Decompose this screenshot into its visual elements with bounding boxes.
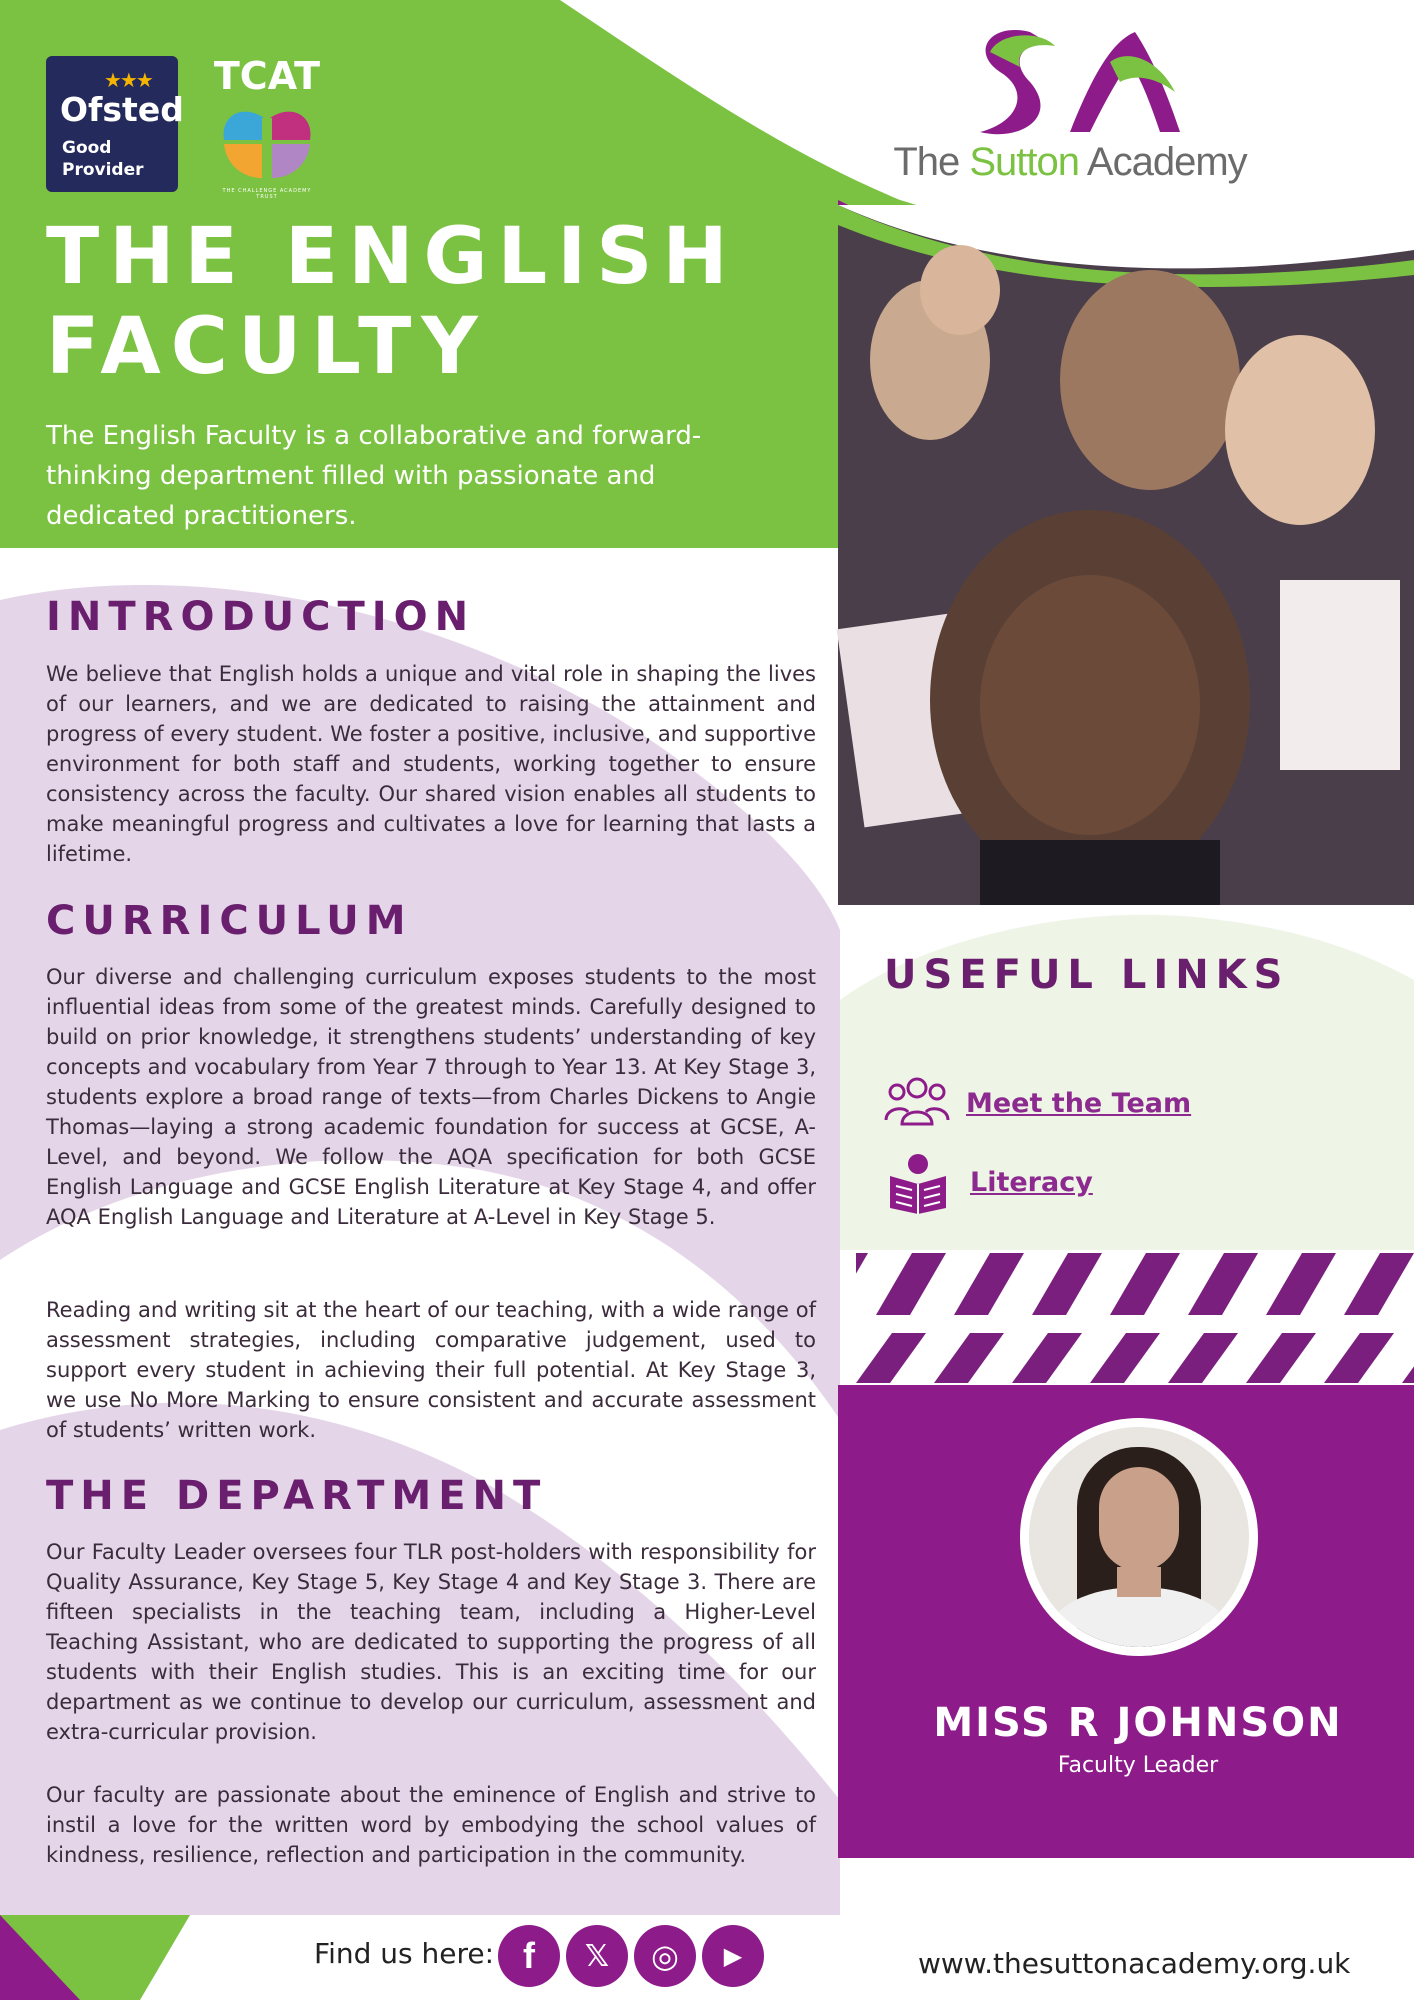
clapper-stripe	[1266, 1253, 1336, 1315]
clapper-stripe	[1090, 1333, 1160, 1383]
book-reader-icon	[886, 1150, 950, 1214]
clapper-stripe	[934, 1333, 1004, 1383]
youtube-glyph: ▶	[723, 1942, 743, 1970]
school-logo	[880, 22, 1260, 192]
school-name	[880, 140, 1260, 185]
website-link[interactable]: www.thesuttonacademy.org.uk	[918, 1947, 1351, 1980]
x-icon[interactable]	[566, 1925, 628, 1987]
meet-the-team-link[interactable]: Meet the Team	[966, 1087, 1192, 1119]
school-name-suffix: Academy	[1079, 140, 1247, 184]
page-title	[46, 212, 806, 392]
curriculum-heading: CURRICULUM	[46, 898, 413, 944]
clapper-stripe	[1012, 1333, 1082, 1383]
clapper-stripe	[1344, 1253, 1414, 1315]
clapper-stripe-pattern	[856, 1253, 1414, 1386]
clapper-stripe	[1402, 1333, 1414, 1383]
clapper-stripe	[876, 1253, 946, 1315]
clapper-stripe	[1246, 1333, 1316, 1383]
social-links	[498, 1925, 764, 1987]
department-text-2: Our faculty are passionate about the eminence of English and strive to instil a love for the written word by embodying the school values of kindness, resilience, reflection and participation in the community.	[46, 1783, 816, 1867]
link-meet-the-team[interactable]	[884, 1074, 1191, 1132]
ofsted-line2: Provider	[62, 160, 144, 180]
page-title-line2: FACULTY	[46, 302, 488, 392]
ofsted-badge	[46, 56, 184, 192]
useful-links-heading: USEFUL LINKS	[884, 952, 1290, 998]
leader-role: Faculty Leader	[1057, 1753, 1219, 1778]
department-text-1: Our Faculty Leader oversees four TLR post-holders with responsibility for Quality Assurance, Key Stage 5, Key Stage 4 and Key Stage 3. There are fifteen specialists in the teaching team, including a Higher-Level Teaching Assistant, who are dedicated to supporting the progress of all students with their English studies. This is an exciting time for our department as we continue to develop our curriculum, assessment and extra-curricular provision.	[46, 1540, 816, 1744]
school-name-sutton: Sutton	[969, 140, 1080, 184]
curriculum-text-1: Our diverse and challenging curriculum exposes students to the most influential ideas from some of the greatest minds. Carefully designed to build on prior knowledge, it strengthens students’ understanding of key concepts and vocabulary from Year 7 through to Year 13. At Key Stage 3, students explore a broad range of texts—from Charles Dickens to Angie Thomas—laying a strong academic foundation for success at GCSE, A-Level, and beyond. We follow the AQA specification for both GCSE English Language and GCSE English Literature at Key Stage 4, and offer AQA English Language and Literature at A-Level in Key Stage 5.	[46, 965, 816, 1229]
clapper-stripe	[1188, 1253, 1258, 1315]
literacy-link[interactable]: Literacy	[970, 1166, 1093, 1198]
ofsted-stars-icon: ★★★	[104, 68, 152, 92]
tcat-logo	[212, 54, 322, 200]
hero-subtitle: The English Faculty is a collaborative and forward-thinking department filled with passionate and dedicated practitioners.	[46, 421, 702, 531]
instagram-icon[interactable]	[634, 1925, 696, 1987]
find-us-label: Find us here:	[314, 1937, 495, 1970]
instagram-glyph: ◎	[651, 1937, 679, 1975]
tcat-word: TCAT	[213, 54, 321, 98]
leader-portrait	[1020, 1418, 1258, 1656]
clapper-stripe	[1168, 1333, 1238, 1383]
ofsted-word: Ofsted	[60, 90, 184, 129]
tcat-emblem-icon	[212, 98, 322, 198]
curriculum-text-2: Reading and writing sit at the heart of our teaching, with a wide range of assessment strategies, including comparative judgement, used to support every student in achieving their full potential. At Key Stage 3, we use No More Marking to ensure consistent and accurate assessment of students’ written work.	[46, 1298, 816, 1442]
ofsted-line1: Good	[62, 138, 112, 158]
introduction-heading: INTRODUCTION	[46, 594, 476, 640]
tcat-ring-text: THE CHALLENGE ACADEMY TRUST	[222, 188, 312, 200]
team-icon	[884, 1074, 950, 1132]
leader-name: MISS R JOHNSON	[933, 1700, 1343, 1746]
leader-photo	[1029, 1427, 1249, 1647]
facebook-icon[interactable]	[498, 1925, 560, 1987]
x-glyph: 𝕏	[584, 1938, 610, 1974]
clapper-stripe	[1110, 1253, 1180, 1315]
youtube-icon[interactable]	[702, 1925, 764, 1987]
facebook-glyph: f	[523, 1935, 535, 1976]
clapper-stripe	[954, 1253, 1024, 1315]
link-literacy[interactable]	[886, 1150, 1093, 1214]
page-title-line1: THE ENGLISH	[46, 212, 738, 302]
clapper-stripe	[1324, 1333, 1394, 1383]
clapper-stripe	[856, 1333, 926, 1383]
sa-monogram-icon	[960, 22, 1190, 142]
department-heading: THE DEPARTMENT	[46, 1473, 548, 1519]
introduction-text: We believe that English holds a unique and vital role in shaping the lives of our learners, and we are dedicated to raising the attainment and progress of every student. We foster a positive, inclusive, and supportive environment for both staff and students, working together to ensure consistency across the faculty. Our shared vision enables all students to make meaningful progress and cultivates a love for learning that lasts a lifetime.	[46, 662, 816, 866]
clapper-stripe	[856, 1253, 868, 1315]
clapper-stripe	[1032, 1253, 1102, 1315]
school-name-prefix: The	[893, 140, 970, 184]
